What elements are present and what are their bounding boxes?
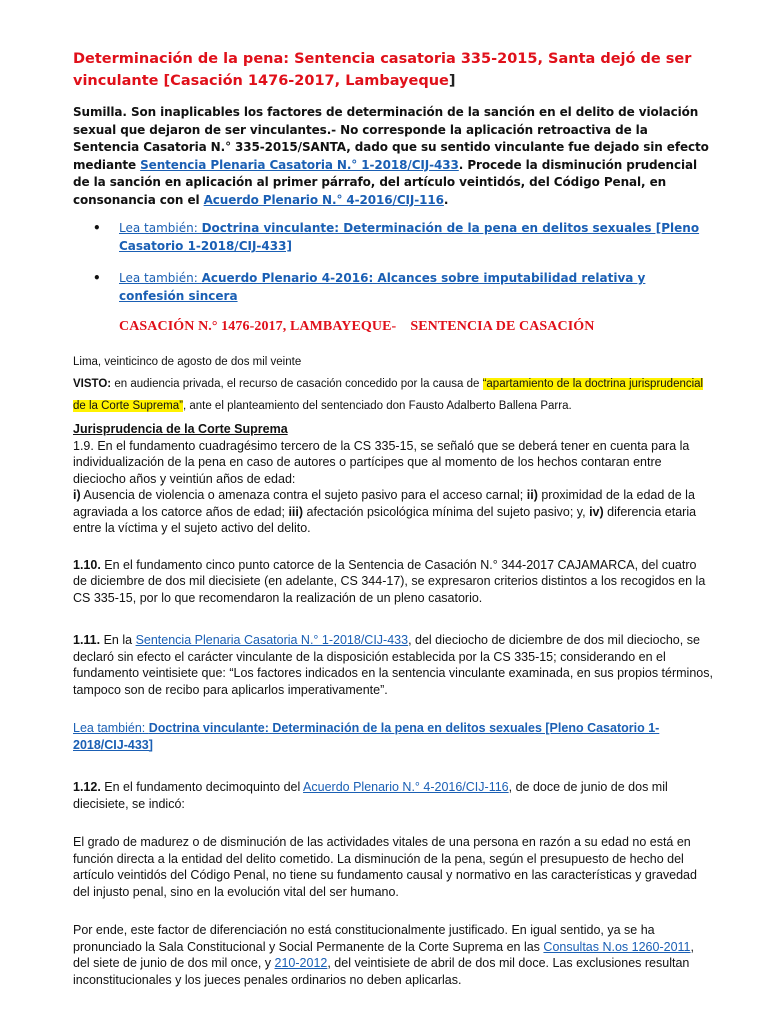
paragraph-1-12 — [73, 779, 713, 812]
visto-paragraph — [73, 373, 713, 417]
visto-label: VISTO: — [73, 378, 112, 390]
related-link-text: Acuerdo Plenario 4-2016: Alcances sobre imputabilidad relativa y confesión sincera — [119, 271, 646, 303]
p19-i-text: Ausencia de violencia o amenaza contra el sujeto pasivo para el acceso carnal; — [80, 488, 527, 502]
p19-i-label: i) — [73, 488, 81, 502]
section-heading: Jurisprudencia de la Corte Suprema — [73, 422, 288, 436]
p110-label: 1.10. — [73, 557, 101, 572]
p110-text: En el fundamento cinco punto catorce de la Sentencia de Casación N.° 344-2017 CAJAMARCA, del cuatro de diciembre de dos mil diecisiete (en adelante, CS 344-17), se expresaron criterios distintos a los recogidos en la CS 335-15, por lo que recomendaron la realización de un pleno casatorio. — [73, 557, 706, 605]
visto-highlight: “apartamiento de la doctrina jurisprudencial de la Corte Suprema” — [73, 378, 704, 412]
paragraph-1-9 — [73, 438, 713, 537]
case-caption — [119, 319, 713, 335]
p19-ii-label: ii) — [526, 488, 538, 502]
p19-iv-text: diferencia etaria entre la víctima y el sujeto activo del delito. — [73, 504, 697, 535]
p111-text-2: , del dieciocho de diciembre de dos mil dieciocho, se declaró sin efecto el carácter vinculante de la disposición establecida por la CS 335-15; considerando en el fundamento veintisiete que: “Los factores indicados en la sentencia vinculante examinada, en sus propios términos, tampoco son de recibo para aplicarlos imperativamente”. — [73, 633, 713, 697]
final-paragraph — [73, 922, 713, 988]
p112-text-2: , de doce de junio de dos mil diecisiete, se indicó: — [73, 780, 668, 811]
p111-label: 1.11. — [73, 633, 101, 647]
p112-label: 1.12. — [73, 780, 101, 794]
paragraph-1-11 — [73, 632, 713, 698]
p111-text-1: En la — [100, 633, 136, 647]
case-type: SENTENCIA DE CASACIÓN — [410, 319, 595, 334]
final-text-3: , del veintisiete de abril de dos mil doce. Las exclusiones resultan inconstitucionales y los jueces penales ordinarios no deben aplicarlas. — [73, 956, 690, 987]
document-page — [73, 48, 713, 988]
case-number: CASACIÓN N.° 1476-2017, LAMBAYEQUE- — [119, 319, 397, 334]
related2-prefix: Lea también: — [73, 721, 149, 735]
date-line: Lima, veinticinco de agosto de dos mil veinte — [73, 356, 302, 368]
p19-text: 1.9. En el fundamento cuadragésimo tercero de la CS 335-15, se señaló que se deberá tener en cuenta para la individualización de la pena en caso de autores o partícipes que al momento de los hechos contaran entre dieciocho años y veintiún años de edad: — [73, 438, 690, 486]
related-link-doctrina-2[interactable] — [73, 721, 659, 752]
link-210-2012[interactable]: 210-2012 — [274, 956, 328, 970]
related-prefix: Lea también: — [119, 221, 202, 235]
related-item — [119, 219, 713, 255]
link-sentencia-plenaria[interactable]: Sentencia Plenaria Casatoria N.° 1-2018/CIJ-433 — [140, 157, 459, 172]
final-text-2: , del siete de junio de dos mil once, y — [73, 939, 694, 970]
related-link-paragraph — [73, 720, 713, 753]
paragraph-1-10 — [73, 557, 713, 607]
related-link-text: Doctrina vinculante: Determinación de la pena en delitos sexuales [Pleno Casatorio 1-2018/CIJ-433] — [119, 221, 700, 253]
sumilla-paragraph — [73, 104, 713, 209]
link-acuerdo-plenario[interactable]: Acuerdo Plenario N.° 4-2016/CIJ-116 — [203, 192, 444, 207]
sumilla-text-1: Sumilla. Son inaplicables los factores de determinación de la sanción en el delito de violación sexual que dejaron de ser vinculantes.- No corresponde la aplicación retroactiva de la Sentencia Casatoria N.° 335-2015/SANTA, dado que su sentido vinculante fue dejado sin efecto mediante — [73, 105, 709, 172]
p19-iii-label: iii) — [288, 504, 304, 519]
related-link-acuerdo[interactable] — [119, 271, 645, 303]
title-close-bracket: ] — [448, 73, 456, 89]
p19-ii-text: proximidad de la edad de la agraviada a los catorce años de edad; — [73, 488, 695, 519]
title-text: Determinación de la pena: Sentencia casatoria 335-2015, Santa dejó de ser vinculante [Casación 1476-2017, Lambayeque — [73, 51, 692, 89]
related-links-list — [73, 219, 713, 305]
quote-paragraph: El grado de madurez o de disminución de las actividades vitales de una persona en razón a su edad no está en función directa a la entidad del delito cometido. La disminución de la pena, según el presupuesto de hecho del artículo veintidós del Código Penal, no tiene su fundamento causal y normativo en las características y gravedad del injusto penal, sino en la evolución vital del ser humano. — [73, 835, 697, 899]
sumilla-text-2: . Procede la disminución prudencial de la sanción en aplicación al primer párrafo, del artículo veintidós, del Código Penal, en consonancia con el — [73, 157, 698, 207]
visto-text-2: , ante el planteamiento del sentenciado don Fausto Adalberto Ballena Parra. — [182, 400, 572, 412]
p19-iv-label: iv) — [589, 504, 604, 519]
link-acuerdo-plenario-2[interactable]: Acuerdo Plenario N.° 4-2016/CIJ-116 — [303, 780, 509, 794]
page-title — [73, 48, 713, 92]
related2-text: Doctrina vinculante: Determinación de la pena en delitos sexuales [Pleno Casatorio 1-2018/CIJ-433] — [73, 721, 660, 752]
related-prefix: Lea también: — [119, 271, 202, 285]
final-text-1: Por ende, este factor de diferenciación no está constitucionalmente justificado. En igual sentido, ya se ha pronunciado la Sala Constitucional y Social Permanente de la Corte Suprema en las — [73, 923, 655, 954]
related-item — [119, 269, 713, 305]
visto-text-1: en audiencia privada, el recurso de casación concedido por la causa de — [111, 378, 483, 390]
p112-text-1: En el fundamento decimoquinto del — [100, 780, 304, 794]
sumilla-text-3: . — [443, 192, 449, 207]
link-consultas[interactable]: Consultas N.os 1260-2011 — [543, 939, 691, 954]
p19-iii-text: afectación psicológica mínima del sujeto pasivo; y, — [303, 504, 590, 519]
related-link-doctrina[interactable] — [119, 221, 699, 253]
link-sentencia-plenaria-2[interactable]: Sentencia Plenaria Casatoria N.° 1-2018/CIJ-433 — [135, 633, 409, 647]
